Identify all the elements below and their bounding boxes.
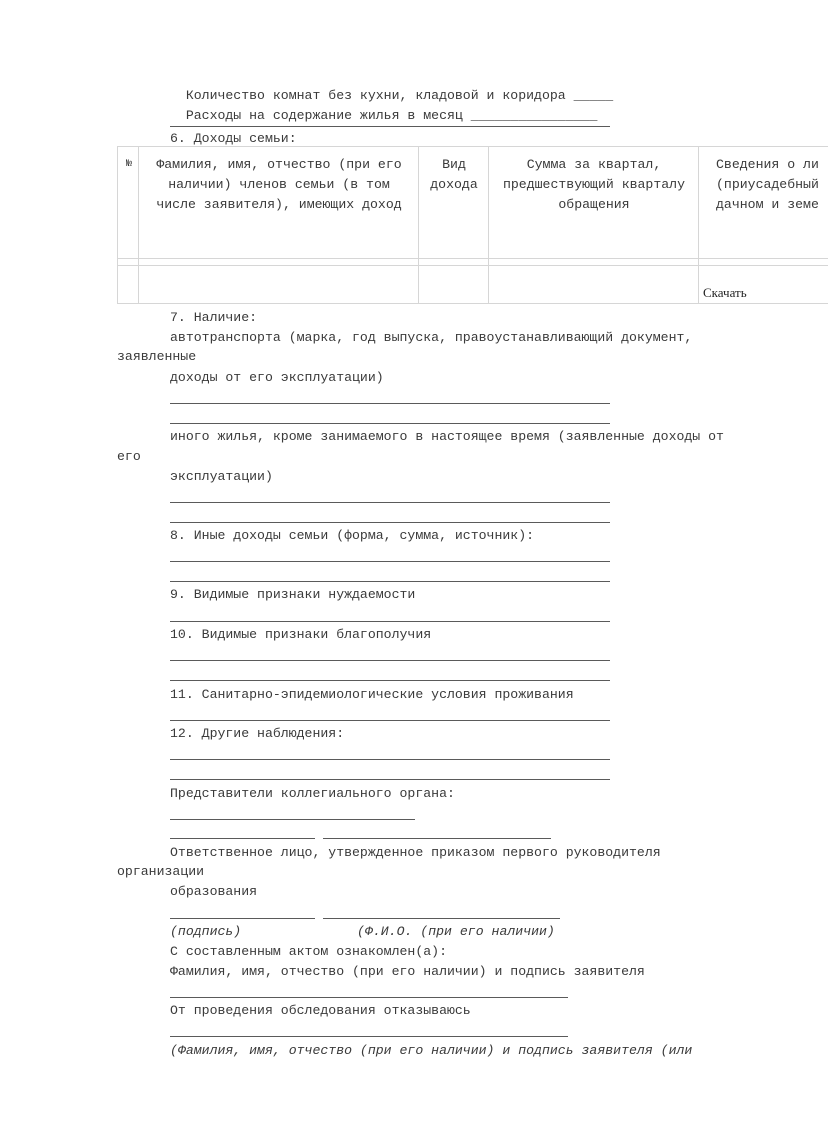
refusal-label: От проведения обследования отказываюсь [170,1003,471,1018]
download-link[interactable]: Скачать [703,285,747,300]
representative-name-line[interactable] [323,838,551,839]
section-7-heading: 7. Наличие: [170,310,258,325]
section-10-heading: 10. Видимые признаки благополучия [170,627,432,642]
vehicle-text: заявленные [117,349,197,364]
family-income-table [117,146,828,304]
section-11-heading: 11. Санитарно-эпидемиологические условия проживания [170,687,574,702]
table-header-income-type: Вид дохода [430,157,478,192]
vehicle-text: автотранспорта (марка, год выпуска, правоустанавливающий документ, [170,330,693,345]
responsible-signature-line[interactable] [170,918,315,919]
responsible-name-line[interactable] [323,918,560,919]
applicant-name-sign-label: Фамилия, имя, отчество (при его наличии) и подпись заявителя [170,964,645,979]
section-6-heading: 6. Доходы семьи: [170,131,297,146]
table-cell[interactable] [419,266,488,303]
rooms-count-blank[interactable]: _____ [573,88,614,103]
responsible-person-text: организации [117,864,205,879]
signature-caption: (подпись) [170,924,242,939]
housing-expenses-label: Расходы на содержание жилья в месяц [185,108,463,123]
blank-line[interactable] [170,779,610,780]
vehicle-text: доходы от его эксплуатации) [170,370,384,385]
table-header-land-info: Сведения о ли (приусадебный дачном и земе [716,157,819,212]
table-cell[interactable] [489,266,698,303]
rooms-count-label: Количество комнат без кухни, кладовой и коридора [185,88,566,103]
blank-line[interactable] [170,423,610,424]
table-cell[interactable] [118,266,138,303]
table-header-number: № [125,159,132,170]
representatives-label: Представители коллегиального органа: [170,786,455,801]
refusal-signature-line[interactable] [170,1036,568,1037]
other-housing-text: его [117,449,141,464]
representative-signature-line[interactable] [170,838,315,839]
blank-line[interactable] [170,581,610,582]
table-cell[interactable] [139,266,418,303]
blank-line[interactable] [170,680,610,681]
blank-line[interactable] [170,126,610,127]
table-header-quarter-sum: Сумма за квартал, предшествующий кварталу обращения [502,157,686,212]
blank-line[interactable] [170,720,610,721]
responsible-person-text: образования [170,884,258,899]
applicant-signature-line[interactable] [170,997,568,998]
other-housing-text: эксплуатации) [170,469,273,484]
blank-line[interactable] [170,759,610,760]
name-caption: (Ф.И.О. (при его наличии) [357,924,555,939]
section-9-heading: 9. Видимые признаки нуждаемости [170,587,416,602]
section-8-heading: 8. Иные доходы семьи (форма, сумма, источник): [170,528,535,543]
blank-line[interactable] [170,502,610,503]
acknowledged-label: С составленным актом ознакомлен(а): [170,944,447,959]
blank-line[interactable] [170,621,610,622]
representative-signature-line[interactable] [170,819,415,820]
other-housing-text: иного жилья, кроме занимаемого в настоящее время (заявленные доходы от [170,429,724,444]
refusal-caption: (Фамилия, имя, отчество (при его наличии) и подпись заявителя (или [170,1043,693,1058]
blank-line[interactable] [170,522,610,523]
responsible-person-text: Ответственное лицо, утвержденное приказом первого руководителя [170,845,661,860]
blank-line[interactable] [170,403,610,404]
table-header-family-members: Фамилия, имя, отчество (при его наличии) членов семьи (в том числе заявителя), имеющих доход [156,157,402,212]
table-divider [118,258,828,259]
housing-expenses-blank[interactable]: ________________ [470,108,598,123]
blank-line[interactable] [170,561,610,562]
housing-expenses-field [170,92,597,124]
section-12-heading: 12. Другие наблюдения: [170,726,345,741]
blank-line[interactable] [170,660,610,661]
